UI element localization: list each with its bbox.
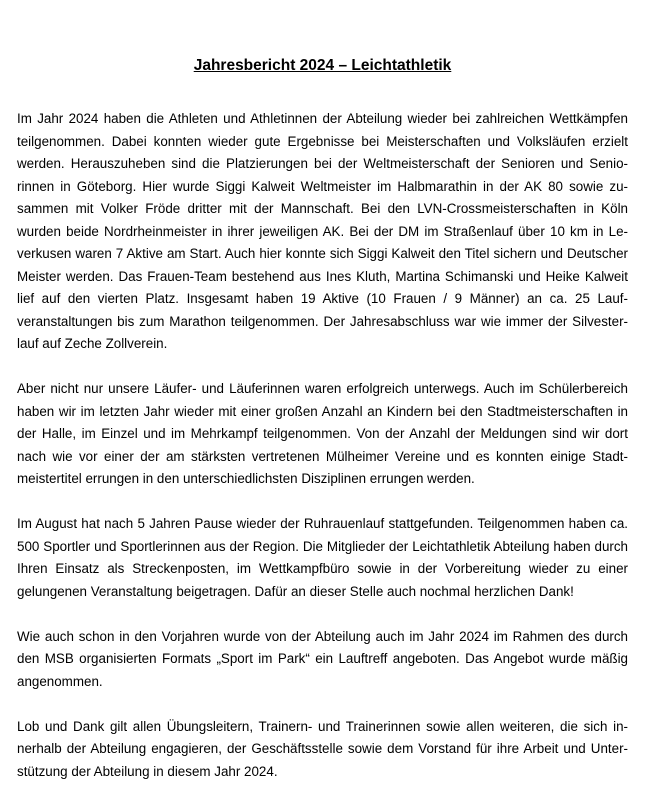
paragraph-youth: Aber nicht nur unsere Läufer- und Läuferinnen waren erfolgreich unterwegs. Auch im Schülerbereich haben wir im letzten Jahr wieder mit einer großen Anzahl an Kindern bei den Stadtmeisterschaften in der Halle, im Einzel und im Mehrkampf teilgenommen. Von der Anzahl der Meldungen sind wir dort nach wie vor einer der am stärksten vertretenen Mülheimer Vereine und es konnten einige Stadtmeistertitel errungen in den unterschiedlichsten Disziplinen errungen werden.	[17, 381, 628, 486]
document-title: Jahresbericht 2024 – Leichtathletik	[193, 57, 452, 74]
paragraph-sport-im-park: Wie auch schon in den Vorjahren wurde von der Abteilung auch im Jahr 2024 im Rahmen des durch den MSB organisierten Formats „Sport im Park“ ein Lauftreff angeboten. Das Angebot wurde mäßig angenommen.	[17, 628, 628, 689]
paragraph-ruhrauenlauf: Im August hat nach 5 Jahren Pause wieder der Ruhrauenlauf stattgefunden. Teilgenommen haben ca. 500 Sportler und Sportlerinnen aus der Region. Die Mitglieder der Leichtathletik Abteilung haben durch Ihren Einsatz als Streckenposten, im Wettkampfbüro sowie in der Vorbereitung wieder zu einer gelungenen Veranstaltung beigetragen. Dafür an dieser Stelle auch nochmal herzlichen Dank!	[17, 516, 628, 599]
paragraph-thanks: Lob und Dank gilt allen Übungsleitern, Trainern- und Trainerinnen sowie allen weiteren, die sich innerhalb der Abteilung engagieren, der Geschäftsstelle sowie dem Vorstand für ihre Arbeit und Unterstützung der Abteilung in diesem Jahr 2024.	[17, 718, 628, 779]
document-body	[17, 108, 628, 783]
paragraph-results: Im Jahr 2024 haben die Athleten und Athletinnen der Abteilung wieder bei zahlreichen Wettkämpfen teilgenommen. Dabei konnten wieder gute Ergebnisse bei Meisterschaften und Volksläufen erzielt werden. Herauszuheben sind die Platzierungen bei der Weltmeisterschaft der Senioren und Seniorinnen in Göteborg. Hier wurde Siggi Kalweit Weltmeister im Halbmarathin in der AK 80 sowie zusammen mit Volker Fröde dritter mit der Mannschaft. Bei den LVN-Crossmeisterschaften in Köln wurden beide Nordrheinmeister in ihrer jeweiligen AK. Bei der DM im Straßenlauf über 10 km in Leverkusen waren 7 Aktive am Start. Auch hier konnte sich Siggi Kalweit den Titel sichern und Deutscher Meister werden. Das Frauen-Team bestehend aus Ines Kluth, Martina Schimanski und Heike Kalweit lief auf den vierten Platz. Insgesamt haben 19 Aktive (10 Frauen / 9 Männer) an ca. 25 Laufveranstaltungen bis zum Marathon teilgenommen. Der Jahresabschluss war wie immer der Silvesterlauf auf Zeche Zollverein.	[17, 111, 628, 351]
